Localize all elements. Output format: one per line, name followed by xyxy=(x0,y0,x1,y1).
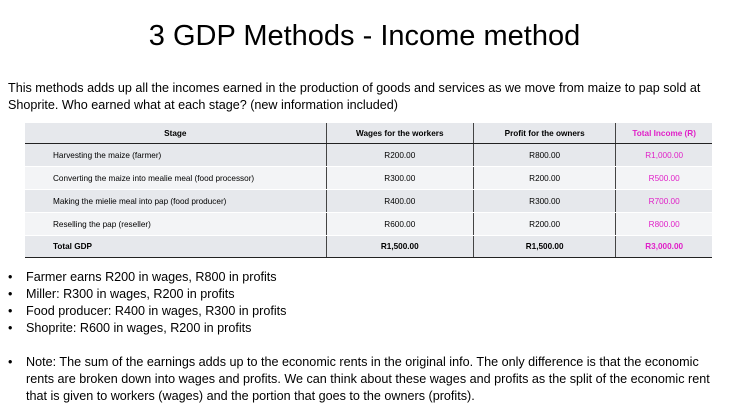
header-wages: Wages for the workers xyxy=(326,123,473,144)
cell-stage: Reselling the pap (reseller) xyxy=(25,213,326,236)
cell-total-income: R700.00 xyxy=(616,190,712,213)
note-item xyxy=(0,354,712,405)
cell-wages: R600.00 xyxy=(326,213,473,236)
bullet-icon: • xyxy=(8,355,13,369)
cell-total-profit: R1,500.00 xyxy=(473,236,615,258)
cell-stage: Converting the maize into mealie meal (food processor) xyxy=(25,167,326,190)
cell-wages: R400.00 xyxy=(326,190,473,213)
table-row xyxy=(25,190,712,213)
stage-earnings-list xyxy=(0,269,700,337)
cell-profit: R800.00 xyxy=(473,144,615,167)
cell-total-wages: R1,500.00 xyxy=(326,236,473,258)
table-row xyxy=(25,167,712,190)
table-row xyxy=(25,144,712,167)
cell-total-gdp: R3,000.00 xyxy=(616,236,712,258)
table-total-row xyxy=(25,236,712,258)
list-item-text: Food producer: R400 in wages, R300 in profits xyxy=(26,304,287,318)
list-item xyxy=(0,320,700,337)
list-item xyxy=(0,303,700,320)
cell-stage: Making the mielie meal into pap (food producer) xyxy=(25,190,326,213)
note-list xyxy=(0,354,712,405)
cell-total-income: R1,000.00 xyxy=(616,144,712,167)
cell-wages: R200.00 xyxy=(326,144,473,167)
header-profit: Profit for the owners xyxy=(473,123,615,144)
note-text: Note: The sum of the earnings adds up to the economic rents in the original info. The only difference is that the economic rents are broken down into wages and profits. We can think about these wages and profits as the split of the economic rent that is given to workers (wages) and the portion that goes to the owners (profits). xyxy=(26,355,710,403)
bullet-icon: • xyxy=(8,321,13,335)
list-item xyxy=(0,269,700,286)
table-header-row xyxy=(25,123,712,144)
cell-profit: R200.00 xyxy=(473,167,615,190)
page-title: 3 GDP Methods - Income method xyxy=(148,20,581,52)
cell-profit: R200.00 xyxy=(473,213,615,236)
header-stage: Stage xyxy=(25,123,326,144)
income-method-table xyxy=(25,123,712,258)
bullet-icon: • xyxy=(8,304,13,318)
bullet-icon: • xyxy=(8,270,13,284)
list-item-text: Farmer earns R200 in wages, R800 in profits xyxy=(26,270,277,284)
cell-profit: R300.00 xyxy=(473,190,615,213)
list-item-text: Miller: R300 in wages, R200 in profits xyxy=(26,287,235,301)
list-item-text: Shoprite: R600 in wages, R200 in profits xyxy=(26,321,252,335)
cell-total-income: R500.00 xyxy=(616,167,712,190)
table-row xyxy=(25,213,712,236)
cell-total-label: Total GDP xyxy=(25,236,326,258)
bullet-icon: • xyxy=(8,287,13,301)
list-item xyxy=(0,286,700,303)
header-total-income: Total Income (R) xyxy=(616,123,712,144)
intro-paragraph: This methods adds up all the incomes earned in the production of goods and services as we move from maize to pap sold at Shoprite. Who earned what at each stage? (new information included) xyxy=(8,81,701,112)
cell-total-income: R800.00 xyxy=(616,213,712,236)
cell-stage: Harvesting the maize (farmer) xyxy=(25,144,326,167)
cell-wages: R300.00 xyxy=(326,167,473,190)
